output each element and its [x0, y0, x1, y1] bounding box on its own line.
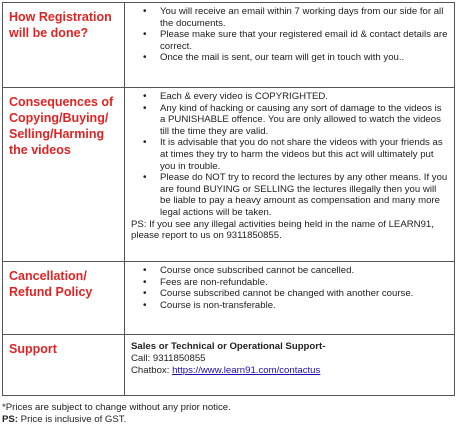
list-item: • Once the mail is sent, our team will get in touch with you..: [131, 52, 448, 64]
row-content-cell: [125, 262, 455, 335]
support-title: Sales or Technical or Operational Support-: [131, 341, 326, 352]
list-item: • It is advisable that you do not share the videos with your friends as at times they try to harm the videos but this act will ultimately put you in trouble.: [131, 137, 448, 172]
row-heading: How Registration will be done?: [9, 10, 112, 40]
table-row: [3, 335, 455, 396]
row-heading-cell: [3, 88, 125, 262]
policy-table: [2, 2, 455, 396]
list-item: • Please make sure that your registered email id & contact details are correct.: [131, 29, 448, 52]
gst-note: [2, 414, 231, 426]
list-item: • Any kind of hacking or causing any sort of damage to the videos is a PUNISHABLE offence. You are only allowed to watch the videos till the time they are valid.: [131, 103, 448, 138]
bullet-list: [131, 6, 448, 64]
list-item: • Fees are non-refundable.: [131, 277, 448, 289]
row-content-cell: [125, 88, 455, 262]
list-item: • Each & every video is COPYRIGHTED.: [131, 91, 448, 103]
report-note: PS: If you see any illegal activities being held in the name of LEARN91, please report to us on 9311850855.: [131, 218, 434, 242]
gst-note-label: PS:: [2, 413, 18, 425]
row-heading: Consequences of Copying/Buying/ Selling/Harming the videos: [9, 95, 114, 157]
list-item: • Course once subscribed cannot be cancelled.: [131, 265, 448, 277]
row-heading-cell: [3, 262, 125, 335]
list-item: • Course subscribed cannot be changed with another course.: [131, 288, 448, 300]
chatbox-link[interactable]: https://www.learn91.com/contactus: [172, 364, 321, 376]
row-heading: Support: [9, 342, 57, 356]
bullet-list: [131, 91, 448, 219]
row-heading-cell: [3, 335, 125, 396]
gst-note-text: Price is inclusive of GST.: [18, 413, 127, 425]
price-change-note: *Prices are subject to change without any prior notice.: [2, 402, 231, 413]
row-heading-cell: [3, 3, 125, 88]
table-row: [3, 3, 455, 88]
support-chatbox: [131, 365, 448, 377]
row-content-cell: [125, 335, 455, 396]
table-row: [3, 262, 455, 335]
row-content-cell: [125, 3, 455, 88]
list-item: • You will receive an email within 7 working days from our side for all the documents.: [131, 6, 448, 29]
row-heading: Cancellation/ Refund Policy: [9, 269, 93, 299]
support-call: Call: 9311850855: [131, 353, 206, 364]
bullet-list: [131, 265, 448, 311]
list-item: • Course is non-transferable.: [131, 300, 448, 312]
chatbox-label: Chatbox:: [131, 364, 173, 376]
list-item: • Please do NOT try to record the lectures by any other means. If you are found BUYING or SELLING the lectures illegally then you will be liable to pay a heavy amount as compensation and many more legal actions will be taken.: [131, 172, 448, 218]
footnotes: [2, 402, 231, 425]
table-row: [3, 88, 455, 262]
